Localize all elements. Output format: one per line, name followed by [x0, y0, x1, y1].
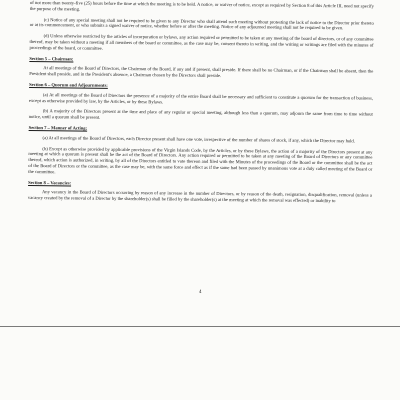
section-5-paragraph: At all meetings of the Board of Directors, the Chairman of the Board, if any and if present, shall preside. If there shall be no Chairman, or if the Chairman shall be absent, then the President shall preside, and in the President's absence, a Chairman chosen by the Directors shall preside.: [29, 65, 374, 79]
section-7-heading: Section 7 – Manner of Acting:: [28, 124, 88, 131]
paragraph-notice-waiver: (c) Notice of any special meeting shall not be required to be given to any Director who shall attend such meeting without protesting the lack of notice to the Director prior thereto or at its commencement, or who submits a signed waiver of notice, whether before or after the meeting. Notice of any adjourned meeting shall not be required to be given.: [29, 16, 374, 31]
section-7-paragraph-a: (a) At all meetings of the Board of Directors, each Director present shall have one vote, irrespective of the number of shares of stock, if any, which the Director may hold.: [42, 134, 355, 144]
page-number: 4: [199, 290, 202, 295]
paragraph-notice-continued: of not more than twenty-five (25) hours before the time at which the meeting is to be held. A notice, or waiver of notice, except as required by Section 8 of this Article III, need not specify the purpose of the meeting.: [29, 0, 374, 12]
document-body: [28, 0, 374, 210]
page-edge-divider: [0, 326, 400, 327]
section-6-heading: Section 6 – Quorum and Adjournments:: [29, 81, 108, 88]
section-7-paragraph-b: (b) Except as otherwise provided by applicable provisions of the Virgin Islands Code, by the Articles, or by these Bylaws, the action of a majority of the Directors present at any meeting at which a quorum is present shall be the act of the Board of Directors. Any action required or permitted to be taken at any meeting of the Board of Directors or any committee thereof, which action is authorized, in writing, by all of the Directors entitled to vote thereon and filed with the Minutes of the proceedings of the Board or the committee shall be the act of the Board of Directors or the committee, as the case may be, with the same force and effect as if the same had been passed by unanimous vote at a duly called meeting of the Board or the committee.: [28, 145, 373, 175]
section-8-heading: Section 8 – Vacancies:: [28, 179, 72, 185]
section-6-paragraph-b: (b) A majority of the Directors present at the time and place of any regular or special meeting, although less than a quorum, may adjourn the same from time to time without notice, until a quorum shall be present.: [28, 108, 373, 120]
section-5-heading: Section 5 – Chairman:: [29, 55, 74, 62]
section-8-paragraph: Any vacancy in the Board of Directors occurring by reason of any increase in the number of Directors, or by reason of the death, resignation, disqualification, removal (unless a vacancy created by the removal of a Director by the shareholder(s) shall be filled by the shareholder(s) at the meeting at which the removal was effected) or inability to: [27, 189, 372, 204]
paragraph-action-without-meeting: (d) Unless otherwise restricted by the articles of incorporation or bylaws, any action required or permitted to be taken at any meeting of the board of directors, or of any committee thereof, may be taken without a meeting if all members of the board or committee, as the case may be, consent thereto in writing, and the writing or writings are filed with the minutes of proceedings of the board, or committee.: [29, 33, 374, 51]
section-6-paragraph-a: (a) At all meetings of the Board of Directors the presence of a majority of the entire Board shall be necessary and sufficient to constitute a quorum for the transaction of business, except as otherwise provided by law, by the Articles, or by these Bylaws.: [28, 91, 374, 104]
